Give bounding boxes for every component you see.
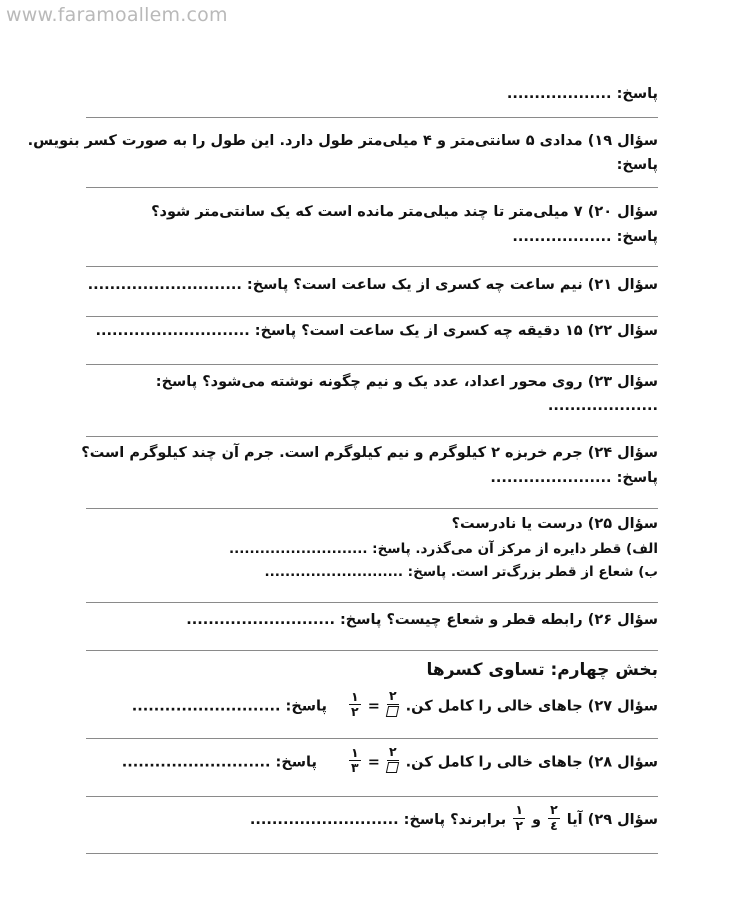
question-28-label: سؤال ۲۸) جاهای خالی را کامل کن. bbox=[405, 754, 658, 771]
divider bbox=[86, 316, 658, 317]
conjunction: و bbox=[532, 812, 542, 828]
divider bbox=[86, 738, 658, 739]
section-heading: بخش چهارم: تساوی کسرها bbox=[426, 660, 658, 680]
fraction-28: $\frac{۱}{۳}$ bbox=[351, 744, 359, 775]
divider bbox=[86, 364, 658, 365]
answer-19: پاسخ: bbox=[616, 157, 658, 173]
equals-sign: = bbox=[367, 754, 380, 771]
watermark: www.faramoallem.com bbox=[6, 4, 228, 26]
divider bbox=[86, 796, 658, 797]
question-24: سؤال ۲۴) جرم خربزه ۲ کیلوگرم و نیم کیلوگرم است. جرم آن چند کیلوگرم است؟ bbox=[81, 445, 658, 461]
answer-25a: الف) قطر دایره از مرکز آن می‌گذرد. پاسخ: ........................... bbox=[229, 541, 658, 557]
question-26: سؤال ۲۶) رابطه قطر و شعاع چیست؟ پاسخ: ........................... bbox=[186, 612, 658, 628]
equals-sign: = bbox=[367, 698, 380, 715]
divider bbox=[86, 117, 658, 118]
blank-box bbox=[386, 706, 399, 717]
answer-25b: ب) شعاع از قطر بزرگ‌تر است. پاسخ: ........................... bbox=[264, 564, 658, 580]
divider bbox=[86, 187, 658, 188]
question-21: سؤال ۲۱) نیم ساعت چه کسری از یک ساعت است؟ پاسخ: ............................ bbox=[87, 277, 658, 293]
fraction-29-a: $\frac{۲}{٤}$ bbox=[550, 802, 558, 833]
question-29-label: سؤال ۲۹) آیا bbox=[566, 812, 658, 828]
question-19: سؤال ۱۹) مدادی ۵ سانتی‌متر و ۴ میلی‌متر طول دارد. این طول را به صورت کسر بنویس. bbox=[27, 133, 658, 149]
fraction-28-blank: ۲ bbox=[387, 746, 399, 775]
answer-20: پاسخ: .................. bbox=[512, 229, 658, 245]
question-28 bbox=[121, 744, 658, 777]
divider bbox=[86, 436, 658, 437]
divider bbox=[86, 508, 658, 509]
question-27-label: سؤال ۲۷) جاهای خالی را کامل کن. bbox=[405, 698, 658, 715]
answer-28: پاسخ: ........................... bbox=[121, 754, 317, 771]
divider bbox=[86, 266, 658, 267]
fraction-27-blank: ۲ bbox=[387, 690, 399, 719]
answer-23: .................... bbox=[547, 398, 658, 414]
question-22: سؤال ۲۲) ۱۵ دقیقه چه کسری از یک ساعت است؟ پاسخ: ............................ bbox=[95, 323, 658, 339]
answer-24: پاسخ: ...................... bbox=[490, 470, 658, 486]
question-27 bbox=[131, 688, 658, 721]
divider bbox=[86, 650, 658, 651]
question-20: سؤال ۲۰) ۷ میلی‌متر تا چند میلی‌متر مانده است که یک سانتی‌متر شود؟ bbox=[151, 204, 658, 220]
answer-27: پاسخ: ........................... bbox=[131, 698, 327, 715]
question-29 bbox=[249, 802, 658, 834]
blank-box bbox=[386, 762, 399, 773]
fraction-29-b: $\frac{۱}{۲}$ bbox=[515, 802, 523, 833]
divider bbox=[86, 602, 658, 603]
answer-18: پاسخ: ................... bbox=[506, 86, 658, 102]
question-29-end: برابرند؟ پاسخ: ........................... bbox=[249, 812, 507, 828]
question-23: سؤال ۲۳) روی محور اعداد، عدد یک و نیم چگونه نوشته می‌شود؟ پاسخ: bbox=[155, 374, 658, 390]
fraction-27: $\frac{۱}{۲}$ bbox=[351, 688, 359, 719]
divider bbox=[86, 853, 658, 854]
question-25: سؤال ۲۵) درست یا نادرست؟ bbox=[451, 516, 658, 532]
